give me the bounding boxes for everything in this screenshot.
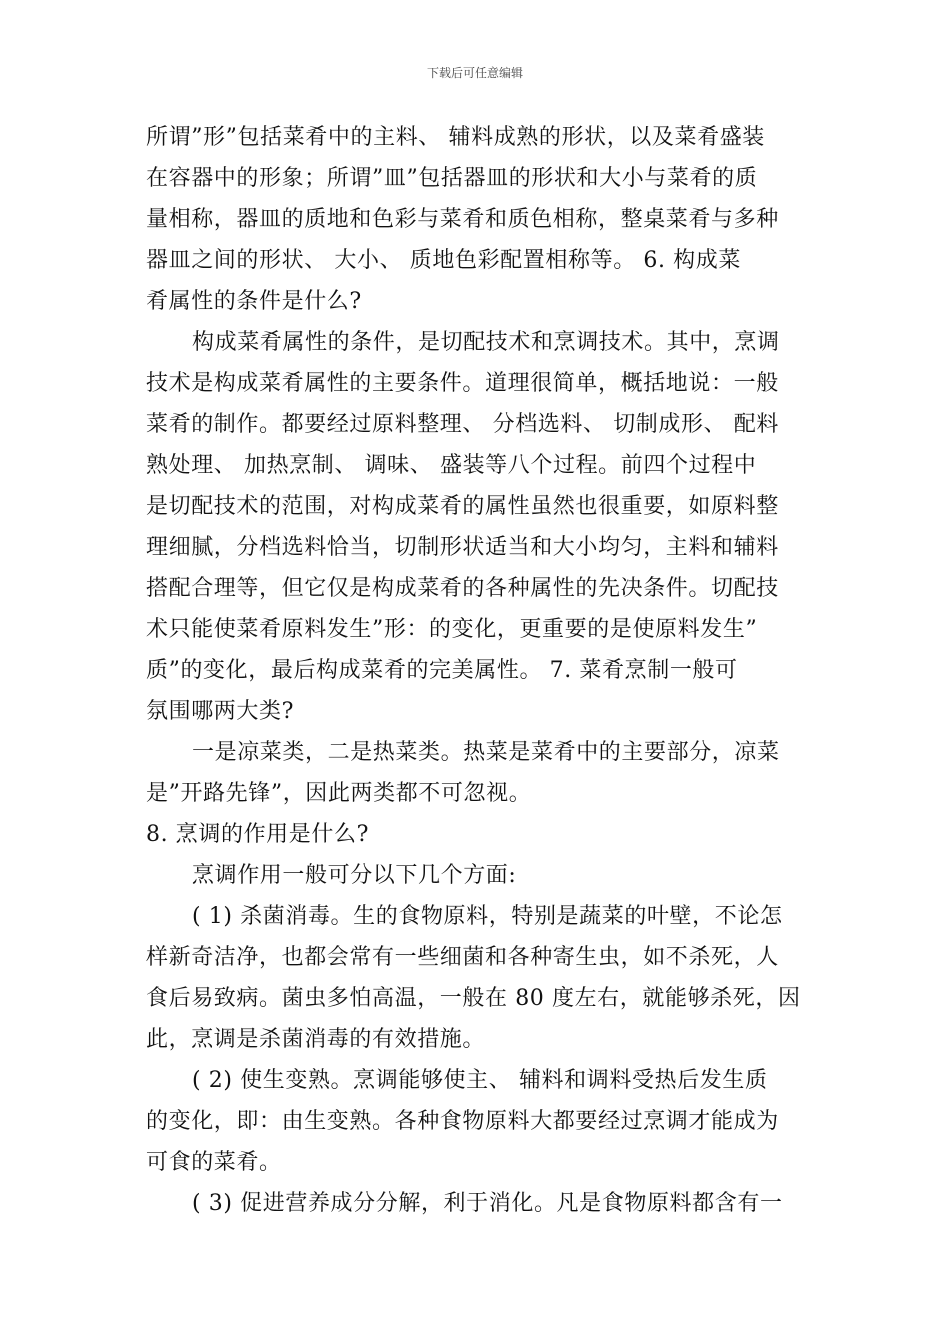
text-line: 搭配合理等，但它仅是构成菜肴的各种属性的先决条件。切配技 [146, 576, 779, 601]
text-line: 8. 烹调的作用是什么? [146, 822, 369, 847]
text-line: 质”的变化，最后构成菜肴的完美属性。 7. 菜肴烹制一般可 [146, 658, 738, 683]
text-line: 菜肴的制作。都要经过原料整理、 分档选料、 切制成形、 配料 [146, 412, 779, 437]
text-line: 理细腻，分档选料恰当，切制形状适当和大小均匀，主料和辅料 [146, 535, 779, 560]
text-line: 构成菜肴属性的条件，是切配技术和烹调技术。其中，烹调 [192, 330, 780, 355]
text-line: 术只能使菜肴原料发生”形：的变化，更重要的是使原料发生” [146, 617, 758, 642]
text-line: 样新奇洁净，也都会常有一些细菌和各种寄生虫，如不杀死，人 [146, 945, 779, 970]
text-line: 量相称，器皿的质地和色彩与菜肴和质色相称，整桌菜肴与多种 [146, 207, 779, 232]
text-line: 的变化，即：由生变熟。各种食物原料大都要经过烹调才能成为 [146, 1109, 779, 1134]
text-line: ( 3) 促进营养成分分解，利于消化。凡是食物原料都含有一 [192, 1191, 783, 1216]
text-line: 可食的菜肴。 [146, 1150, 282, 1175]
text-line: 熟处理、 加热烹制、 调味、 盛装等八个过程。前四个过程中 [146, 453, 757, 478]
text-line: 此，烹调是杀菌消毒的有效措施。 [146, 1027, 486, 1052]
text-line: 一是凉菜类，二是热菜类。热菜是菜肴中的主要部分，凉菜 [192, 740, 780, 765]
text-line: 在容器中的形象；所谓”皿”包括器皿的形状和大小与菜肴的质 [146, 166, 758, 191]
text-line: 所谓”形”包括菜肴中的主料、 辅料成熟的形状，以及菜肴盛装 [146, 125, 765, 150]
text-line: 技术是构成菜肴属性的主要条件。道理很简单，概括地说：一般 [146, 371, 779, 396]
text-line: 是切配技术的范围，对构成菜肴的属性虽然也很重要，如原料整 [146, 494, 779, 519]
text-line: 是”开路先锋”，因此两类都不可忽视。 [146, 781, 532, 806]
text-line: ( 1) 杀菌消毒。生的食物原料，特别是蔬菜的叶壁，不论怎 [192, 904, 783, 929]
text-line: 氛围哪两大类? [146, 699, 294, 724]
text-line: ( 2) 使生变熟。烹调能够使主、 辅料和调料受热后发生质 [192, 1068, 768, 1093]
text-line: 器皿之间的形状、 大小、 质地色彩配置相称等。 6. 构成菜 [146, 248, 741, 273]
text-line: 烹调作用一般可分以下几个方面: [192, 863, 517, 888]
text-line: 肴属性的条件是什么? [146, 289, 362, 314]
page-header: 下载后可任意编辑 [426, 66, 523, 80]
document-body [146, 117, 812, 1224]
text-line: 食后易致病。菌虫多怕高温，一般在 80 度左右，就能够杀死，因 [146, 986, 801, 1011]
